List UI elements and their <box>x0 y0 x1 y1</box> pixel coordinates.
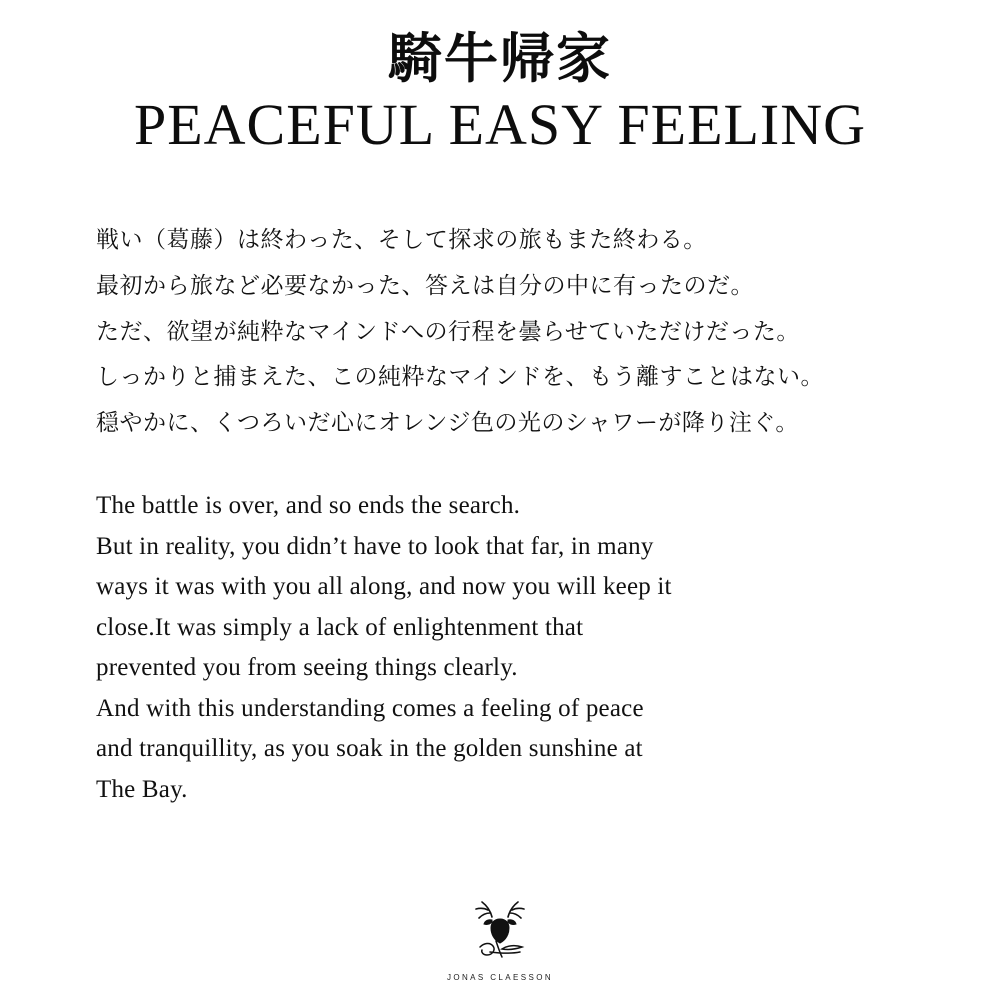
signature-block <box>0 895 1000 982</box>
japanese-line: しっかりと捕まえた、この純粋なマインドを、もう離すことはない。 <box>96 364 825 391</box>
english-line: The battle is over, and so ends the search. <box>96 492 521 520</box>
page-title-japanese: 騎牛帰家 <box>388 26 612 90</box>
japanese-line: 戦い（葛藤）は終わった、そして探求の旅もまた終わる。 <box>96 227 707 254</box>
english-line: and tranquillity, as you soak in the golden sunshine at <box>96 735 643 763</box>
signature-name: JONAS CLAESSON <box>446 973 554 982</box>
english-line: ways it was with you all along, and now you will keep it <box>96 573 672 601</box>
english-line: prevented you from seeing things clearly. <box>96 654 518 682</box>
japanese-line: 穏やかに、くつろいだ心にオレンジ色の光のシャワーが降り注ぐ。 <box>96 409 799 436</box>
page-title-english: PEACEFUL EASY FEELING <box>133 91 867 157</box>
english-paragraph <box>96 486 896 810</box>
japanese-line: 最初から旅など必要なかった、答えは自分の中に有ったのだ。 <box>96 273 754 300</box>
title-block <box>0 0 1000 156</box>
deer-signature-icon <box>440 895 560 967</box>
body-block <box>0 218 1000 810</box>
japanese-paragraph <box>96 218 940 446</box>
english-line: But in reality, you didn’t have to look that far, in many <box>96 532 654 560</box>
japanese-line: ただ、欲望が純粋なマインドへの行程を曇らせていただけだった。 <box>96 318 800 345</box>
english-line: And with this understanding comes a feeling of peace <box>96 694 644 722</box>
english-line: The Bay. <box>96 775 188 803</box>
english-line: close.It was simply a lack of enlightenment that <box>96 613 584 641</box>
